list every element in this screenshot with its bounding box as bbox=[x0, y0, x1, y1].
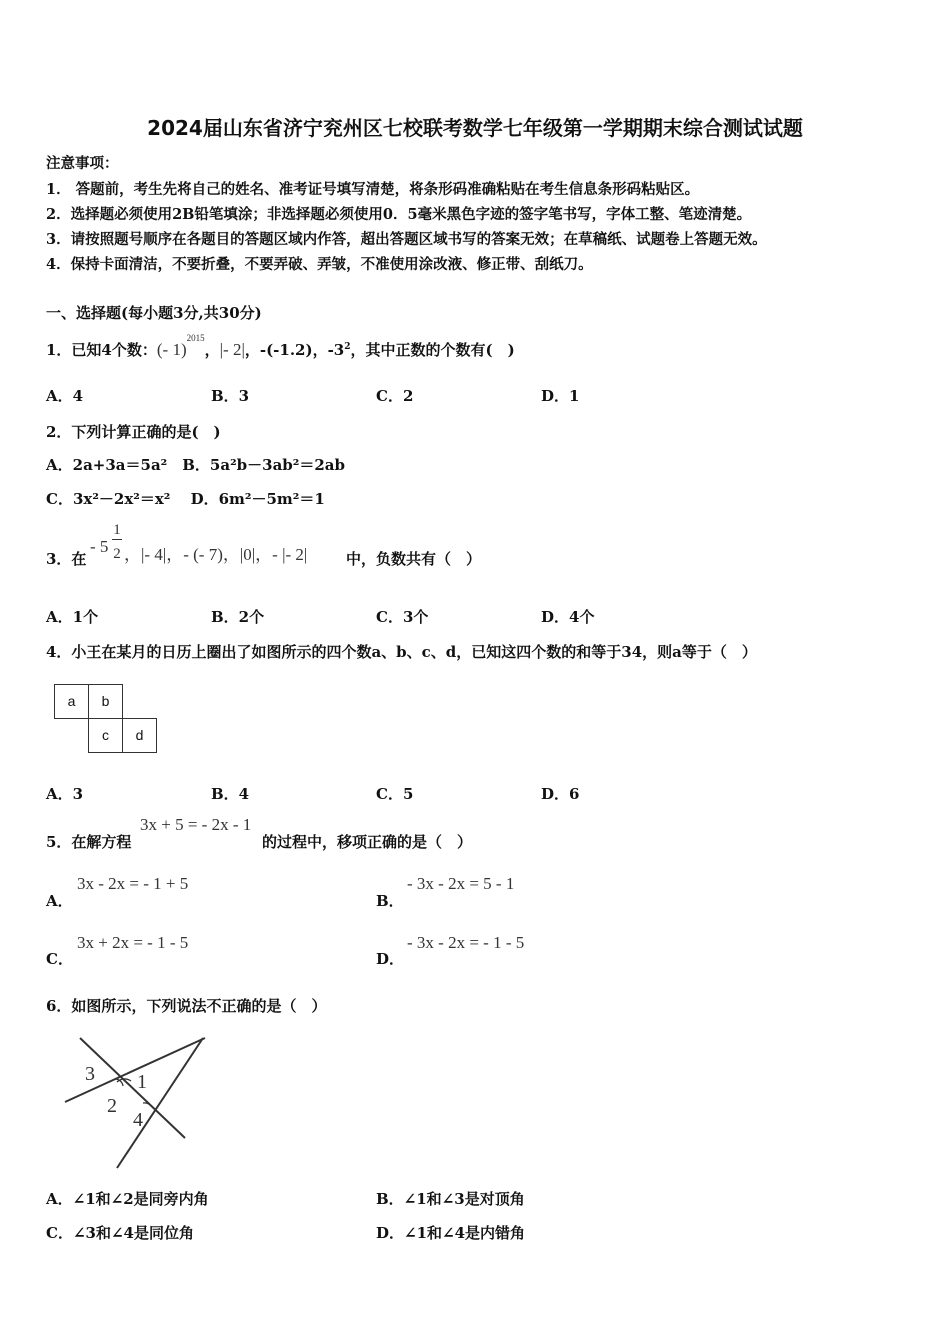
q1-option-b: B．3 bbox=[211, 387, 250, 405]
q3-option-d: D．4个 bbox=[541, 608, 595, 626]
q1-option-a: A．4 bbox=[46, 387, 84, 405]
q4-option-a: A．3 bbox=[46, 785, 84, 803]
angle-label-2: 2 bbox=[107, 1095, 117, 1117]
q5-equation: 3x + 5 = - 2x - 1 bbox=[140, 815, 252, 834]
q6-option-a: A．∠1和∠2是同旁内角 bbox=[46, 1190, 209, 1208]
q3-math-1: - 5 bbox=[90, 537, 109, 556]
notice-item: 3．请按照题号顺序在各题目的答题区域内作答，超出答题区域书写的答案无效；在草稿纸、试题卷上答题无效。 bbox=[46, 231, 767, 248]
q6-option-c: C．∠3和∠4是同位角 bbox=[46, 1224, 194, 1242]
question-4: 4．小王在某月的日历上圈出了如图所示的四个数a、b、c、d，已知这四个数的和等于34，则a等于（ ） bbox=[46, 643, 757, 661]
q5-option-a-label: A． bbox=[46, 892, 73, 910]
q1-tail: ，其中正数的个数有( ) bbox=[350, 341, 515, 359]
q3-option-b: B．2个 bbox=[211, 608, 265, 626]
q3-tail: 中，负数共有（ ） bbox=[346, 550, 482, 568]
notice-item: 4．保持卡面清洁，不要折叠，不要弄破、弄皱，不准使用涂改液、修正带、刮纸刀。 bbox=[46, 256, 593, 273]
q3-prefix: 3．在 bbox=[46, 550, 87, 568]
notice-item: 1． 答题前，考生先将自己的姓名、准考证号填写清楚，将条形码准确粘贴在考生信息条形码粘贴区。 bbox=[46, 181, 700, 198]
q1-math-1: (- 1) bbox=[156, 340, 187, 359]
q4-option-d: D．6 bbox=[541, 785, 580, 803]
question-1 bbox=[46, 333, 515, 360]
calendar-cell-c: c bbox=[88, 718, 123, 753]
q6-option-d: D．∠1和∠4是内错角 bbox=[376, 1224, 526, 1242]
notice-item: 2．选择题必须使用2B铅笔填涂；非选择题必须使用0．5毫米黑色字迹的签字笔书写，字体工整、笔迹清楚。 bbox=[46, 206, 752, 223]
q1-math-2: |- 2| bbox=[219, 340, 245, 359]
q1-sep: ， bbox=[204, 341, 220, 359]
q1-rest: ，-(-1.2)，-3 bbox=[244, 341, 345, 359]
q2-options-ab: A．2a+3a＝5a² B．5a²b－3ab²＝2ab bbox=[46, 456, 345, 474]
q1-option-d: D．1 bbox=[541, 387, 580, 405]
q1-rest-exp: 2 bbox=[344, 342, 351, 352]
q4-option-b: B．4 bbox=[211, 785, 250, 803]
q5-option-b-expr: - 3x - 2x = 5 - 1 bbox=[407, 874, 515, 893]
question-6: 6．如图所示，下列说法不正确的是（ ） bbox=[46, 997, 327, 1015]
q3-option-a: A．1个 bbox=[46, 608, 99, 626]
q3-fraction-denominator: 2 bbox=[113, 546, 121, 562]
q5-option-c-expr: 3x + 2x = - 1 - 5 bbox=[77, 933, 189, 952]
q5-tail: 的过程中，移项正确的是（ ） bbox=[262, 833, 473, 851]
calendar-cell-a: a bbox=[54, 684, 89, 719]
q4-option-c: C．5 bbox=[376, 785, 414, 803]
calendar-cell-b: b bbox=[88, 684, 123, 719]
q5-option-a-expr: 3x - 2x = - 1 + 5 bbox=[77, 874, 189, 893]
q3-option-c: C．3个 bbox=[376, 608, 429, 626]
q1-math-1-exp: 2015 bbox=[186, 333, 205, 343]
q6-option-b: B．∠1和∠3是对顶角 bbox=[376, 1190, 525, 1208]
calendar-cell-d: d bbox=[122, 718, 157, 753]
q1-option-c: C．2 bbox=[376, 387, 414, 405]
q5-option-b-label: B． bbox=[376, 892, 404, 910]
q5-option-c-label: C． bbox=[46, 950, 73, 968]
angle-figure bbox=[55, 1030, 215, 1175]
page-title: 2024届山东省济宁兖州区七校联考数学七年级第一学期期末综合测试试题 bbox=[147, 116, 803, 140]
q5-option-d-label: D． bbox=[376, 950, 405, 968]
q3-fraction-numerator: 1 bbox=[113, 522, 121, 538]
q1-prefix: 1．已知4个数： bbox=[46, 341, 157, 359]
notice-heading: 注意事项： bbox=[46, 155, 119, 172]
angle-label-1: 1 bbox=[137, 1071, 147, 1093]
angle-label-4: 4 bbox=[133, 1109, 143, 1131]
q5-option-d-expr: - 3x - 2x = - 1 - 5 bbox=[407, 933, 525, 952]
q2-options-cd: C．3x²－2x²＝x² D．6m²－5m²＝1 bbox=[46, 490, 325, 508]
question-2: 2．下列计算正确的是( ) bbox=[46, 423, 221, 441]
q3-math-2: ，|- 4|，- (- 7)，|0|，- |- 2| bbox=[124, 545, 308, 564]
angle-label-3: 3 bbox=[85, 1063, 95, 1085]
section-heading: 一、选择题(每小题3分,共30分) bbox=[46, 304, 262, 322]
q5-prefix: 5．在解方程 bbox=[46, 833, 132, 851]
